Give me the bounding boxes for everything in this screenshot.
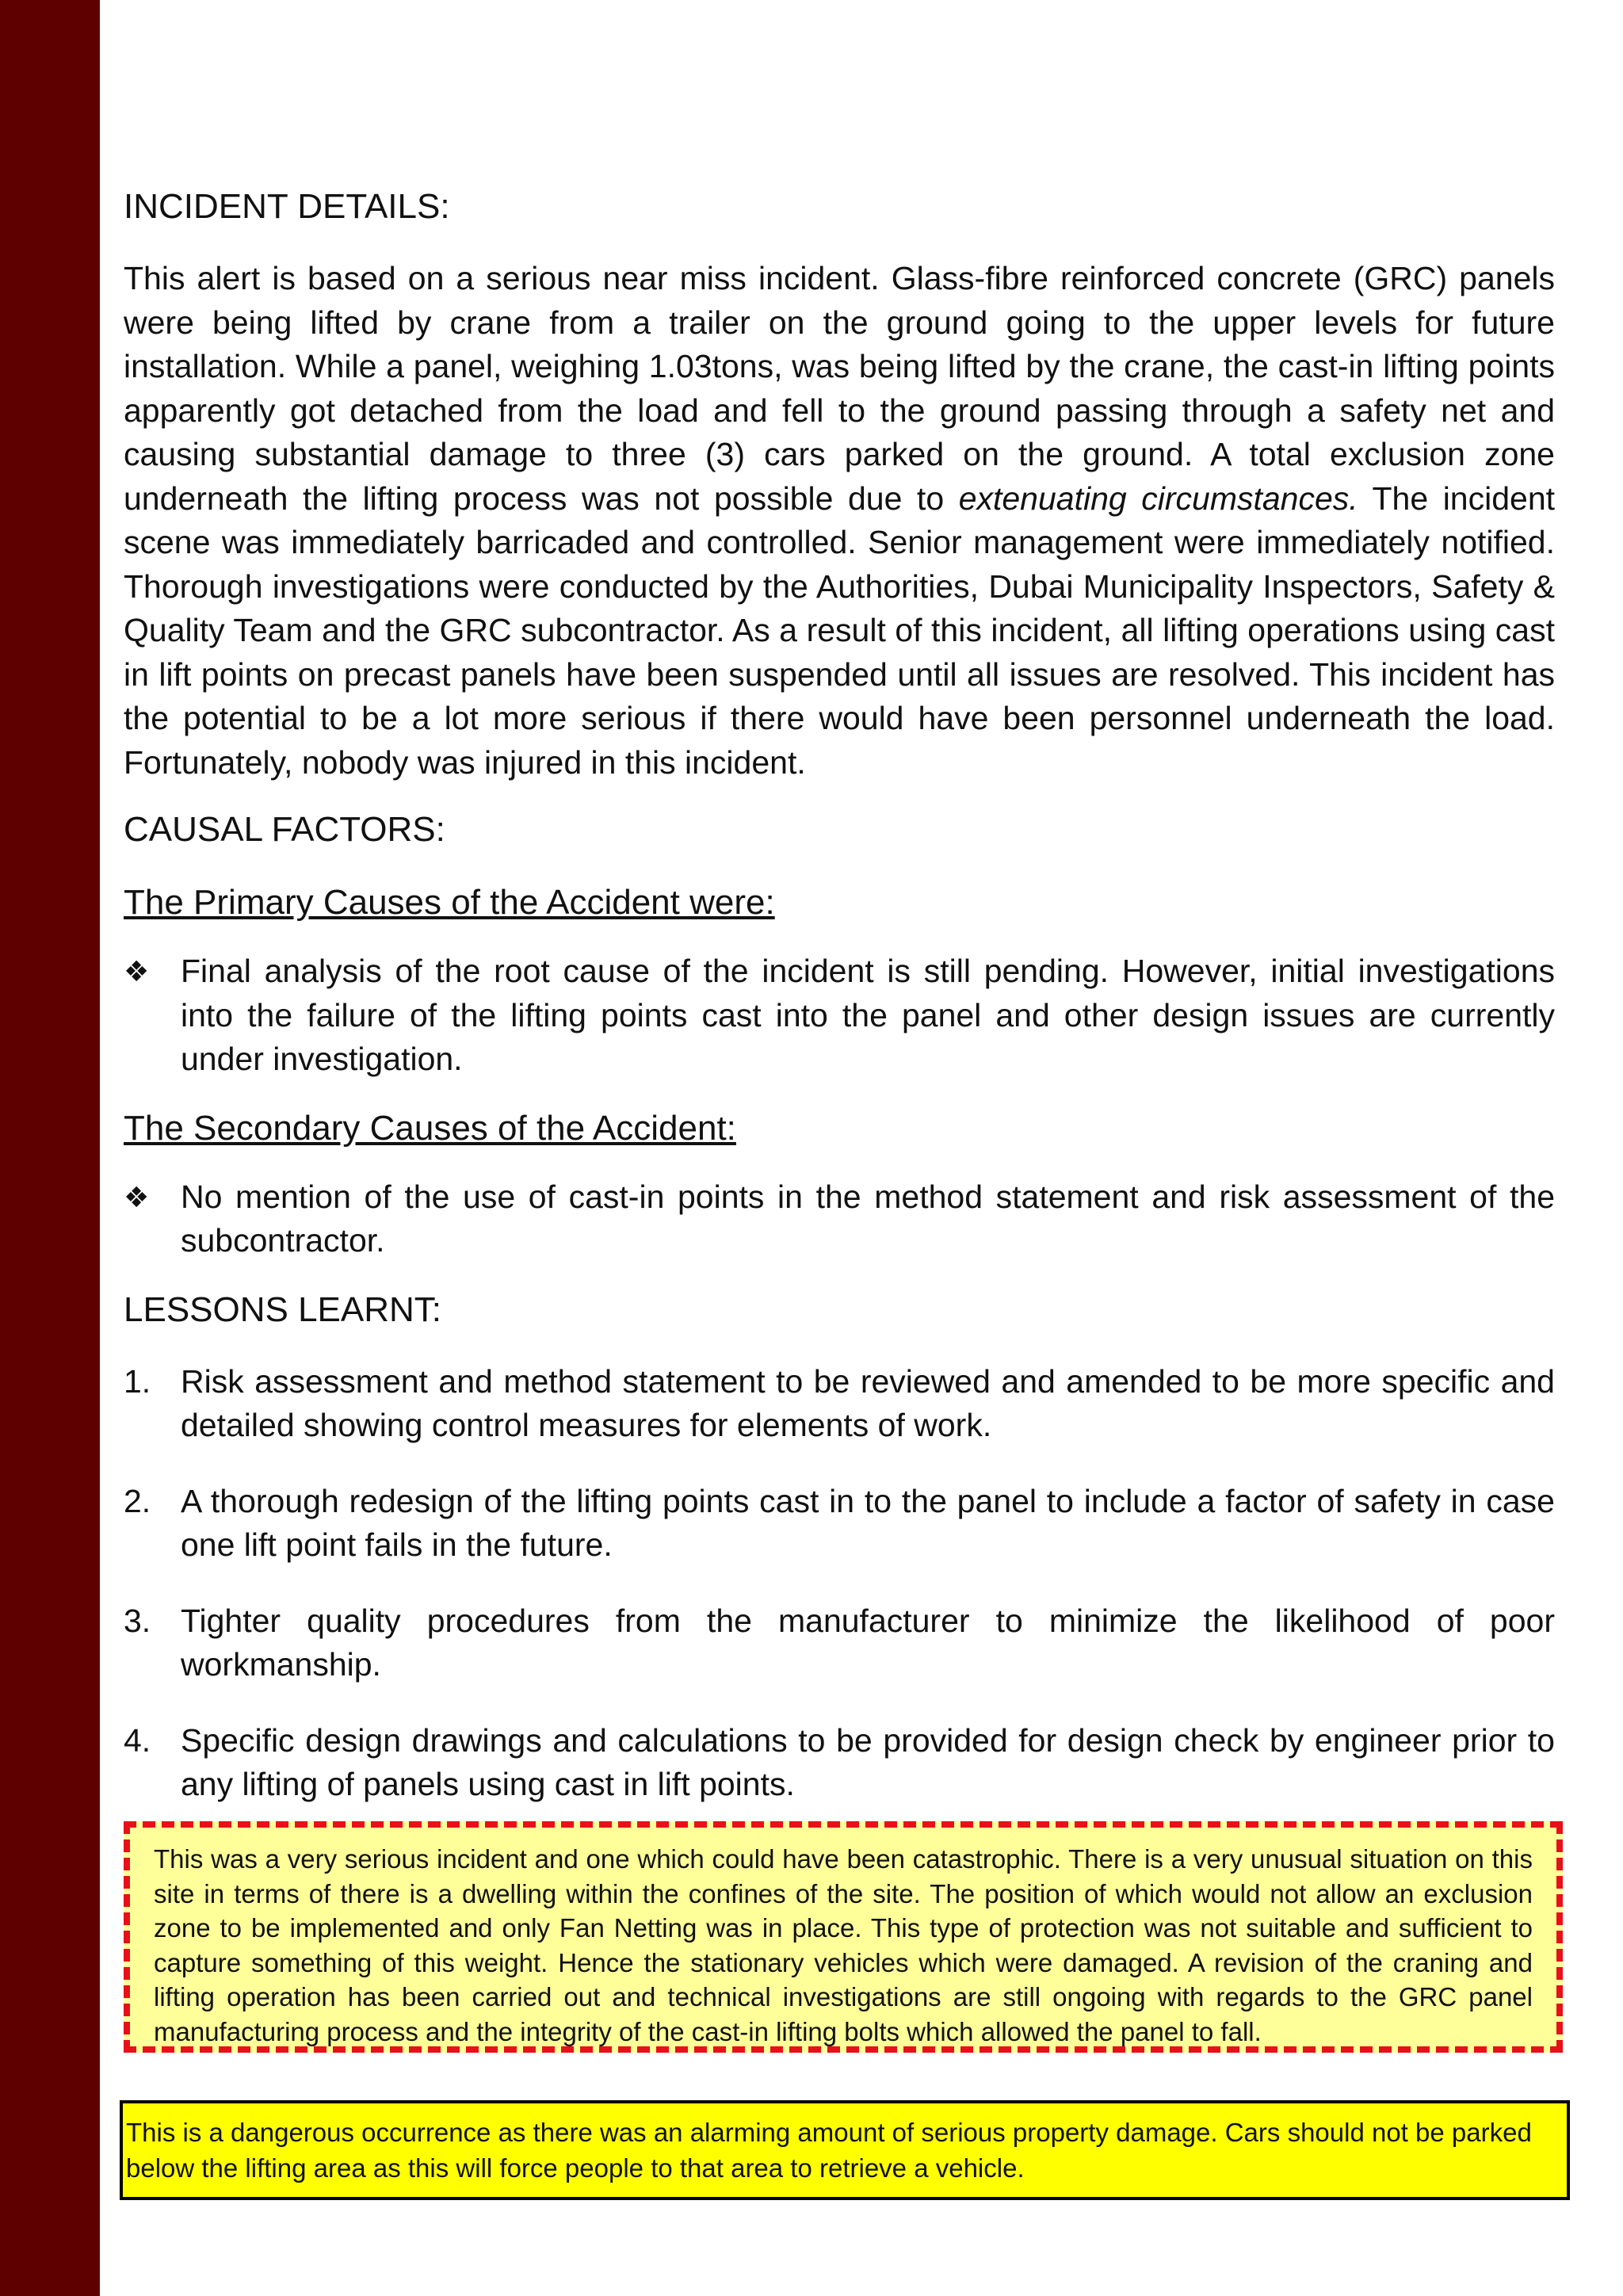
lesson-item-3: [124, 1599, 1555, 1687]
secondary-cause-item: [124, 1175, 1555, 1263]
bullet-diamond-icon: ❖: [124, 1180, 150, 1213]
lessons-learnt-heading: LESSONS LEARNT:: [124, 1289, 442, 1329]
lesson-text: Tighter quality procedures from the manufacturer to minimize the likelihood of poor workmanship.: [181, 1602, 1555, 1683]
lesson-item-4: [124, 1719, 1555, 1807]
lesson-item-2: [124, 1480, 1555, 1568]
secondary-cause-text: No mention of the use of cast-in points in the method statement and risk assessment of the subcontractor.: [181, 1178, 1555, 1259]
document-body: [124, 184, 1555, 1839]
lesson-number: 2.: [124, 1482, 151, 1519]
lesson-number: 1.: [124, 1362, 151, 1400]
primary-cause-text: Final analysis of the root cause of the incident is still pending. However, initial investigations into the failure of the lifting points cast into the panel and other design issues are currently under investigation.: [181, 953, 1555, 1077]
lesson-text: A thorough redesign of the lifting points cast in to the panel to include a factor of safety in case one lift point fails in the future.: [181, 1482, 1555, 1563]
lesson-number: 3.: [124, 1602, 151, 1639]
lesson-text: Specific design drawings and calculations to be provided for design check by engineer prior to any lifting of panels using cast in lift points.: [181, 1721, 1555, 1802]
incident-details-heading: INCIDENT DETAILS:: [124, 187, 450, 226]
secondary-causes-heading: The Secondary Causes of the Accident:: [124, 1108, 736, 1148]
lesson-text: Risk assessment and method statement to be reviewed and amended to be more specific and detailed showing control measures for elements of work.: [181, 1362, 1555, 1443]
incident-text-part-2: The incident scene was immediately barricaded and controlled. Senior management were immediately notified. Thorough investigations were conducted by the Authorities, Dubai Municipality Inspectors, Safety & Quality Team and the GRC subcontractor. As a result of this incident, all lifting operations using cast in lift points on precast panels have been suspended until all issues are resolved. This incident has the potential to be a lot more serious if there would have been personnel underneath the load. Fortunately, nobody was injured in this incident.: [124, 479, 1556, 781]
dangerous-occurrence-warning-box: [120, 2100, 1570, 2200]
incident-details-paragraph: [124, 257, 1555, 785]
incident-text-italic: extenuating circumstances.: [958, 479, 1358, 517]
serious-incident-note-text: This was a very serious incident and one which could have been catastrophic. There is a very unusual situation on this site in terms of there is a dwelling within the confines of the site. The position of which would not allow an exclusion zone to be implemented and only Fan Netting was in place. This type of protection was not suitable and sufficient to capture something of this weight. Hence the stationary vehicles which were damaged. A revision of the craning and lifting operation has been carried out and technical investigations are still ongoing with regards to the GRC panel manufacturing process and the integrity of the cast-in lifting bolts which allowed the panel to fall.: [154, 1844, 1533, 2046]
bullet-diamond-icon: ❖: [124, 955, 150, 988]
lesson-number: 4.: [124, 1721, 151, 1759]
primary-cause-item: [124, 949, 1555, 1082]
causal-factors-heading: CAUSAL FACTORS:: [124, 810, 445, 849]
primary-causes-heading: The Primary Causes of the Accident were:: [124, 883, 775, 922]
incident-text-part-1: This alert is based on a serious near miss incident. Glass-fibre reinforced concrete (GRC) panels were being lifted by crane from a trailer on the ground going to the upper levels for future installation. While a panel, weighing 1.03tons, was being lifted by the crane, the cast-in lifting points apparently got detached from the load and fell to the ground passing through a safety net and causing substantial damage to three (3) cars parked on the ground. A total exclusion zone underneath the lifting process was not possible due to: [124, 260, 1555, 517]
serious-incident-note-box: [124, 1821, 1563, 2053]
lesson-item-1: [124, 1360, 1555, 1448]
dangerous-occurrence-warning-text: This is a dangerous occurrence as there was an alarming amount of serious property damage. Cars should not be parked below the lifting area as this will force people to that area to retrieve a vehicle.: [126, 2118, 1532, 2183]
left-margin-bar: [0, 0, 100, 2296]
